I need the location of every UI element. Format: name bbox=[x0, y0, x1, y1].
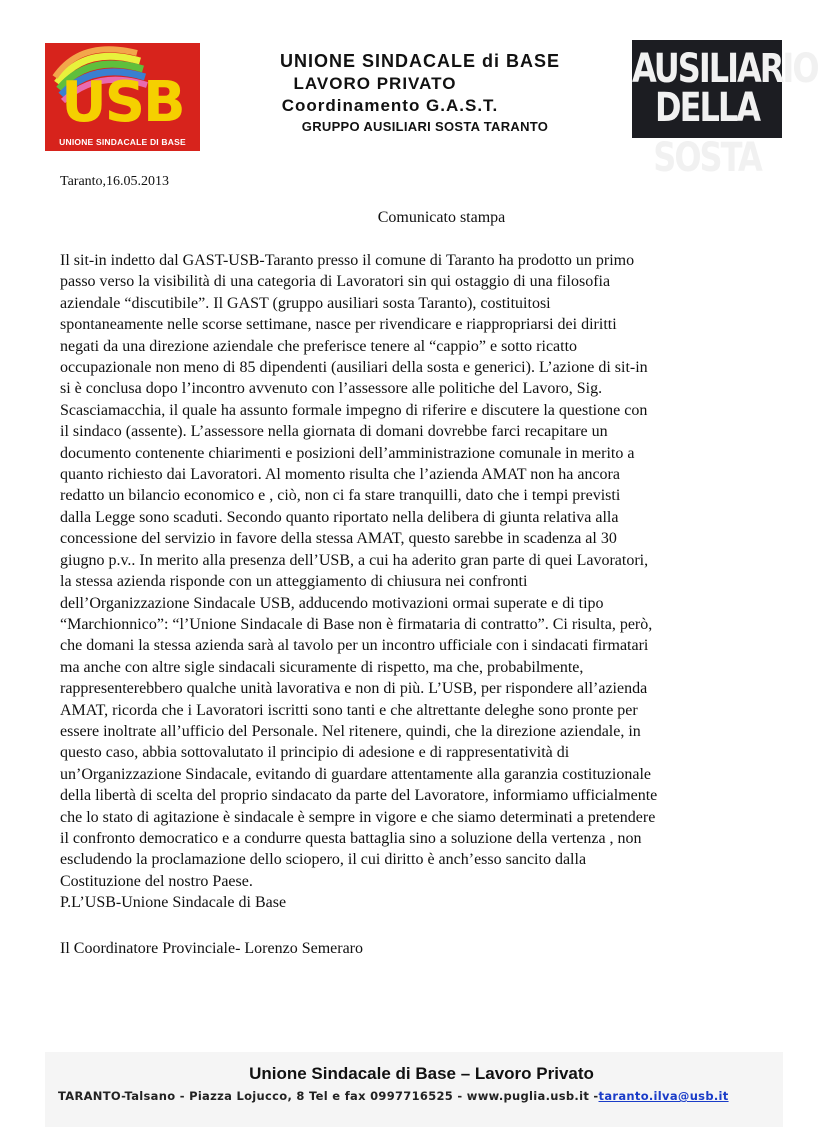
body-line: giugno p.v.. In merito alla presenza dell’USB, a cui ha aderito gran parte di quei Lavoratori, bbox=[60, 551, 649, 569]
document-date: Taranto,16.05.2013 bbox=[60, 174, 170, 189]
footer-address: TARANTO-Talsano - Piazza Lojucco, 8 Tel e fax 0997716525 - www.puglia.usb.it - bbox=[58, 1089, 599, 1103]
body-line: concessione del servizio in favore della stessa AMAT, questo sarebbe in scadenza al 30 bbox=[60, 530, 617, 548]
body-line: ma anche con altre sigle sindacali sicuramente di rispetto, ma che, probabilmente, bbox=[60, 658, 584, 676]
body-line: Scasciamacchia, il quale ha assunto formale impegno di riferire e discutere la questione con bbox=[60, 401, 648, 419]
body-line: escludendo la proclamazione dello sciopero, il cui diritto è anch’esso sancito dalla bbox=[60, 851, 587, 869]
body-line: essere inoltrate all’ufficio del Personale. Nel ritenere, quindi, che la direzione aziendale, in bbox=[60, 722, 641, 740]
body-line: della libertà di scelta del proprio sindacato da parte del Lavoratore, informiamo ufficialmente bbox=[60, 787, 658, 805]
ausiliario-logo-line-1: AUSILIARIO bbox=[632, 44, 818, 92]
body-line: che domani la stessa azienda sarà al tavolo per un incontro ufficiale con i sindacati firmatari bbox=[60, 637, 649, 655]
body-line: aziendale “discutibile”. Il GAST (gruppo ausiliari sosta Taranto), costituitosi bbox=[60, 294, 551, 312]
body-line: che lo stato di agitazione è sindacale è sempre in vigore e che siamo determinati a pretendere bbox=[60, 808, 656, 826]
letterhead-line-4: GRUPPO AUSILIARI SOSTA TARANTO bbox=[301, 119, 549, 134]
footer-email-link[interactable]: taranto.ilva@usb.it bbox=[598, 1089, 729, 1103]
footer-contact bbox=[58, 1089, 729, 1103]
body-line: dalla Legge sono scaduti. Secondo quanto riportato nella delibera di giunta relativa alla bbox=[60, 508, 619, 526]
body-line: il confronto democratico e a condurre questa battaglia sino a soluzione della vertenza , non bbox=[60, 829, 642, 847]
usb-logo-subtitle: UNIONE SINDACALE DI BASE bbox=[59, 137, 186, 147]
body-line: rappresenterebbero qualche unità lavorativa e non di più. L’USB, per rispondere all’azienda bbox=[60, 680, 648, 698]
body-line: spontaneamente nelle scorse settimane, nasce per rivendicare e riappropriarsi dei diritti bbox=[60, 316, 617, 334]
body-line: documento contenente chiarimenti e posizioni dell’amministrazione comunale in merito a bbox=[60, 444, 635, 462]
body-line: un’Organizzazione Sindacale, evitando di guardare attentamente alla garanzia costituzionale bbox=[60, 765, 651, 783]
letterhead bbox=[205, 50, 635, 137]
body-line: negati da una direzione aziendale che preferisce tenere al “cappio” e sotto ricatto bbox=[60, 337, 578, 355]
usb-logo-word: USB bbox=[61, 70, 184, 135]
body-line: Costituzione del nostro Paese. bbox=[60, 872, 253, 890]
body-line: si è conclusa dopo l’incontro avvenuto con l’assessore alle politiche del Lavoro, Sig. bbox=[60, 380, 603, 398]
body-line: AMAT, ricorda che i Lavoratori iscritti sono tanti e che altrettante deleghe sono pronte per bbox=[60, 701, 638, 719]
body-line: dell’Organizzazione Sindacale USB, adducendo motivazioni ormai superate e di tipo bbox=[60, 594, 604, 612]
letterhead-line-3: Coordinamento G.A.S.T. bbox=[281, 96, 499, 115]
body-line: Il sit-in indetto dal GAST-USB-Taranto presso il comune di Taranto ha prodotto un primo bbox=[60, 252, 635, 269]
body-line: redatto un bilancio economico e , ciò, non ci fa stare tranquilli, dato che i tempi previsti bbox=[60, 487, 621, 505]
letterhead-line-2: LAVORO PRIVATO bbox=[293, 74, 457, 93]
document-title: Comunicato stampa bbox=[377, 209, 506, 226]
body-line: occupazionale non meno di 85 dipendenti (ausiliari della sosta e generici). L’azione di sit-in bbox=[60, 359, 648, 377]
press-release-body bbox=[60, 250, 780, 914]
signature: Il Coordinatore Provinciale- Lorenzo Semeraro bbox=[60, 940, 363, 957]
body-line: questo caso, abbia sottovalutato il principio di adesione e di rappresentatività di bbox=[60, 744, 570, 762]
body-line: passo verso la visibilità di una categoria di Lavoratori sin qui ostaggio di una filosofia bbox=[60, 273, 611, 291]
body-line: “Marchionnico”: “l’Unione Sindacale di Base non è firmataria di contratto”. Ci risulta, però, bbox=[60, 615, 653, 633]
body-line: la stessa azienda risponde con un atteggiamento di chiusura nei confronti bbox=[60, 573, 528, 591]
footer-title: Unione Sindacale di Base – Lavoro Privato bbox=[249, 1064, 594, 1083]
ausiliario-logo-line-2: DELLA SOSTA bbox=[653, 83, 761, 181]
body-line: P.L’USB-Unione Sindacale di Base bbox=[60, 894, 287, 912]
body-line: il sindaco (assente). L’assessore nella giornata di domani dovrebbe farci recapitare un bbox=[60, 423, 608, 441]
ausiliario-logo bbox=[632, 40, 818, 181]
letterhead-line-1: UNIONE SINDACALE di BASE bbox=[279, 51, 561, 71]
body-line: quanto richiesto dai Lavoratori. Al momento risulta che l’azienda AMAT non ha ancora bbox=[60, 466, 620, 484]
